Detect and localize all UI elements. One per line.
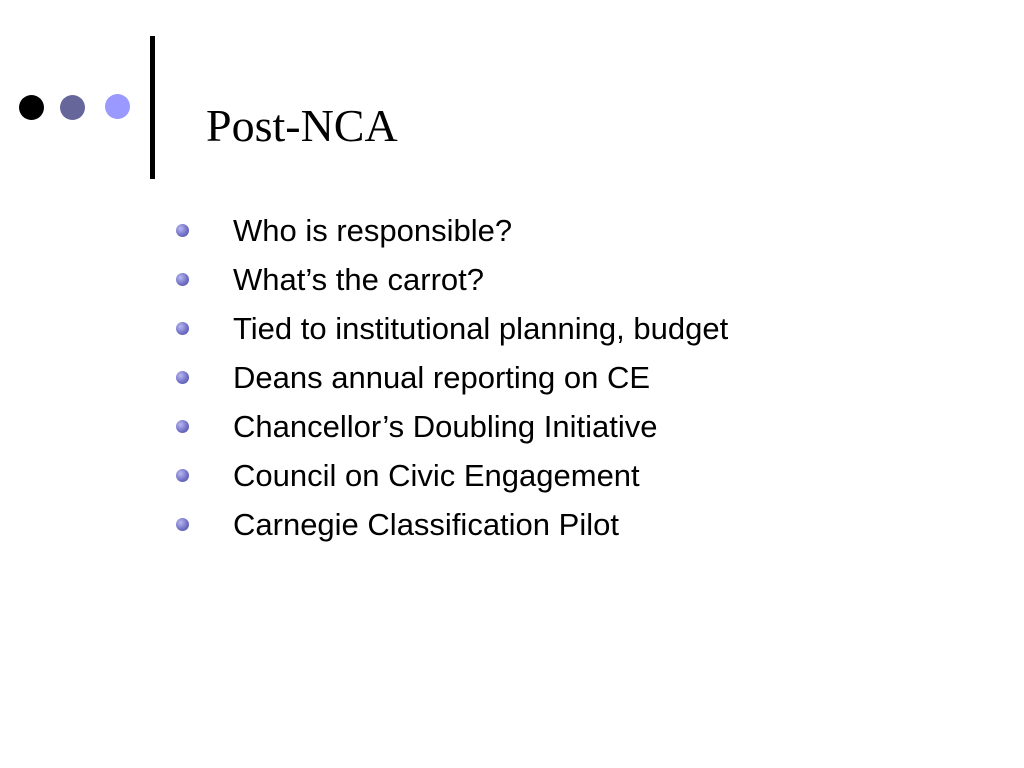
bullet-text: Tied to institutional planning, budget <box>233 311 729 346</box>
bullet-text: Chancellor’s Doubling Initiative <box>233 409 658 444</box>
bullet-dot-icon <box>176 469 189 482</box>
bullet-dot-icon <box>176 322 189 335</box>
decoration-dot-black <box>19 95 44 120</box>
bullet-text: Who is responsible? <box>233 213 513 248</box>
decoration-dot-slate <box>60 95 85 120</box>
title-divider-bar <box>150 36 155 179</box>
slide-title: Post-NCA <box>206 100 398 151</box>
bullet-item <box>174 402 728 451</box>
bullet-text: Council on Civic Engagement <box>233 458 640 493</box>
bullet-dot-icon <box>176 371 189 384</box>
bullet-item <box>174 304 728 353</box>
bullet-item <box>174 206 728 255</box>
bullet-text: Carnegie Classification Pilot <box>233 507 619 542</box>
bullet-dot-icon <box>176 420 189 433</box>
bullet-item <box>174 500 728 549</box>
bullet-text: What’s the carrot? <box>233 262 484 297</box>
bullet-dot-icon <box>176 224 189 237</box>
bullet-item <box>174 451 728 500</box>
bullet-item <box>174 353 728 402</box>
bullet-dot-icon <box>176 518 189 531</box>
bullet-dot-icon <box>176 273 189 286</box>
bullet-list <box>174 206 728 549</box>
bullet-item <box>174 255 728 304</box>
decoration-dot-periwinkle <box>105 94 130 119</box>
bullet-text: Deans annual reporting on CE <box>233 360 651 395</box>
